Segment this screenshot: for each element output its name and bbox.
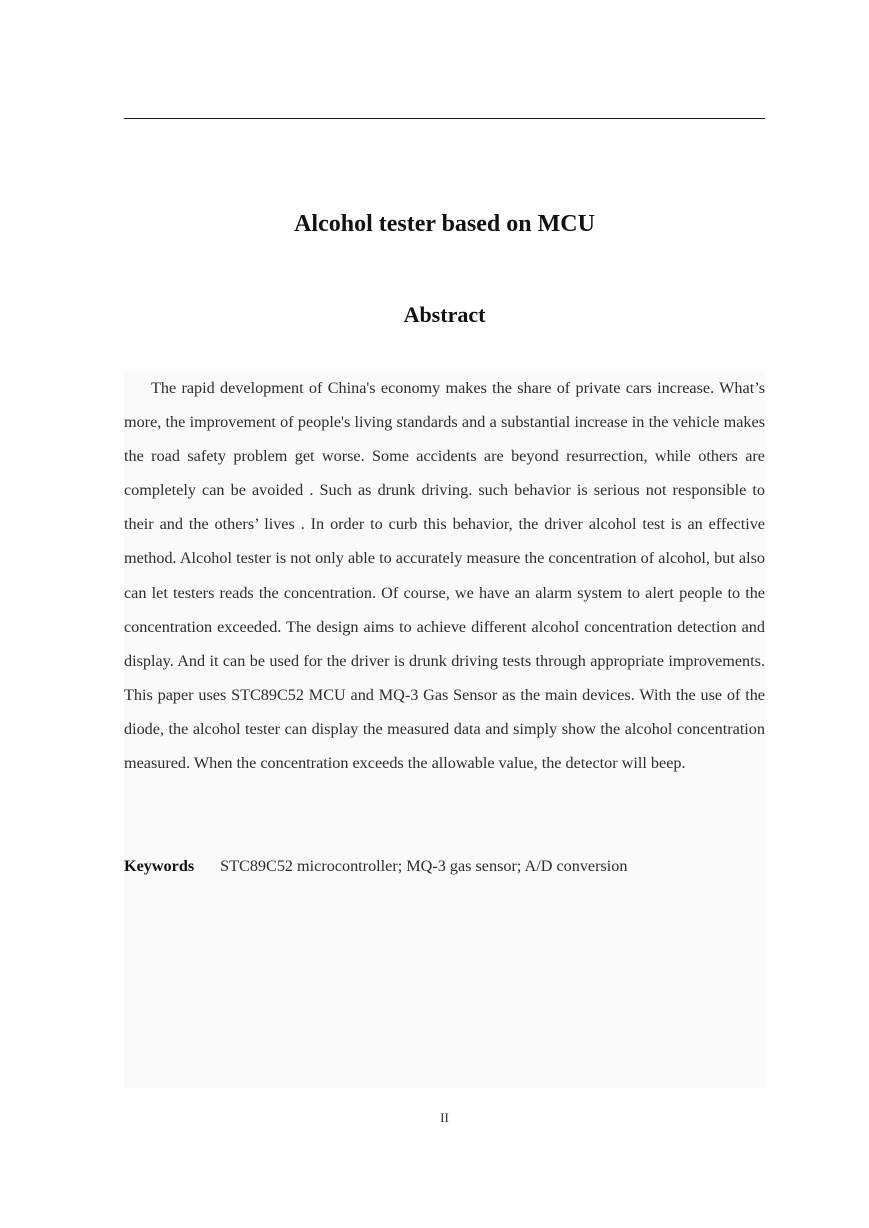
abstract-body: The rapid development of China's economy makes the share of private cars increase. What’s more, the improvement of people's living standards and a substantial increase in the vehicle makes the road safety problem get worse. Some accidents are beyond resurrection, while others are completely can be avoided . Such as drunk driving. such behavior is serious not responsible to their and the others’ lives . In order to curb this behavior, the driver alcohol test is an effective method. Alcohol tester is not only able to accurately measure the concentration of alcohol, but also can let testers reads the concentration. Of course, we have an alarm system to alert people to the concentration exceeded. The design aims to achieve different alcohol concentration detection and display. And it can be used for the driver is drunk driving tests through appropriate improvements. This paper uses STC89C52 MCU and MQ-3 Gas Sensor as the main devices. With the use of the diode, the alcohol tester can display the measured data and simply show the alcohol concentration measured. When the concentration exceeds the allowable value, the detector will beep.: [124, 379, 765, 773]
keywords-text: STC89C52 microcontroller; MQ-3 gas sensor; A/D conversion: [220, 857, 628, 875]
abstract-heading: Abstract: [403, 302, 486, 327]
keywords-label: Keywords: [124, 857, 195, 875]
keywords-line: [124, 849, 765, 883]
header-rule: [124, 118, 765, 119]
document-title: Alcohol tester based on MCU: [294, 211, 595, 237]
page-number: II: [440, 1110, 449, 1125]
